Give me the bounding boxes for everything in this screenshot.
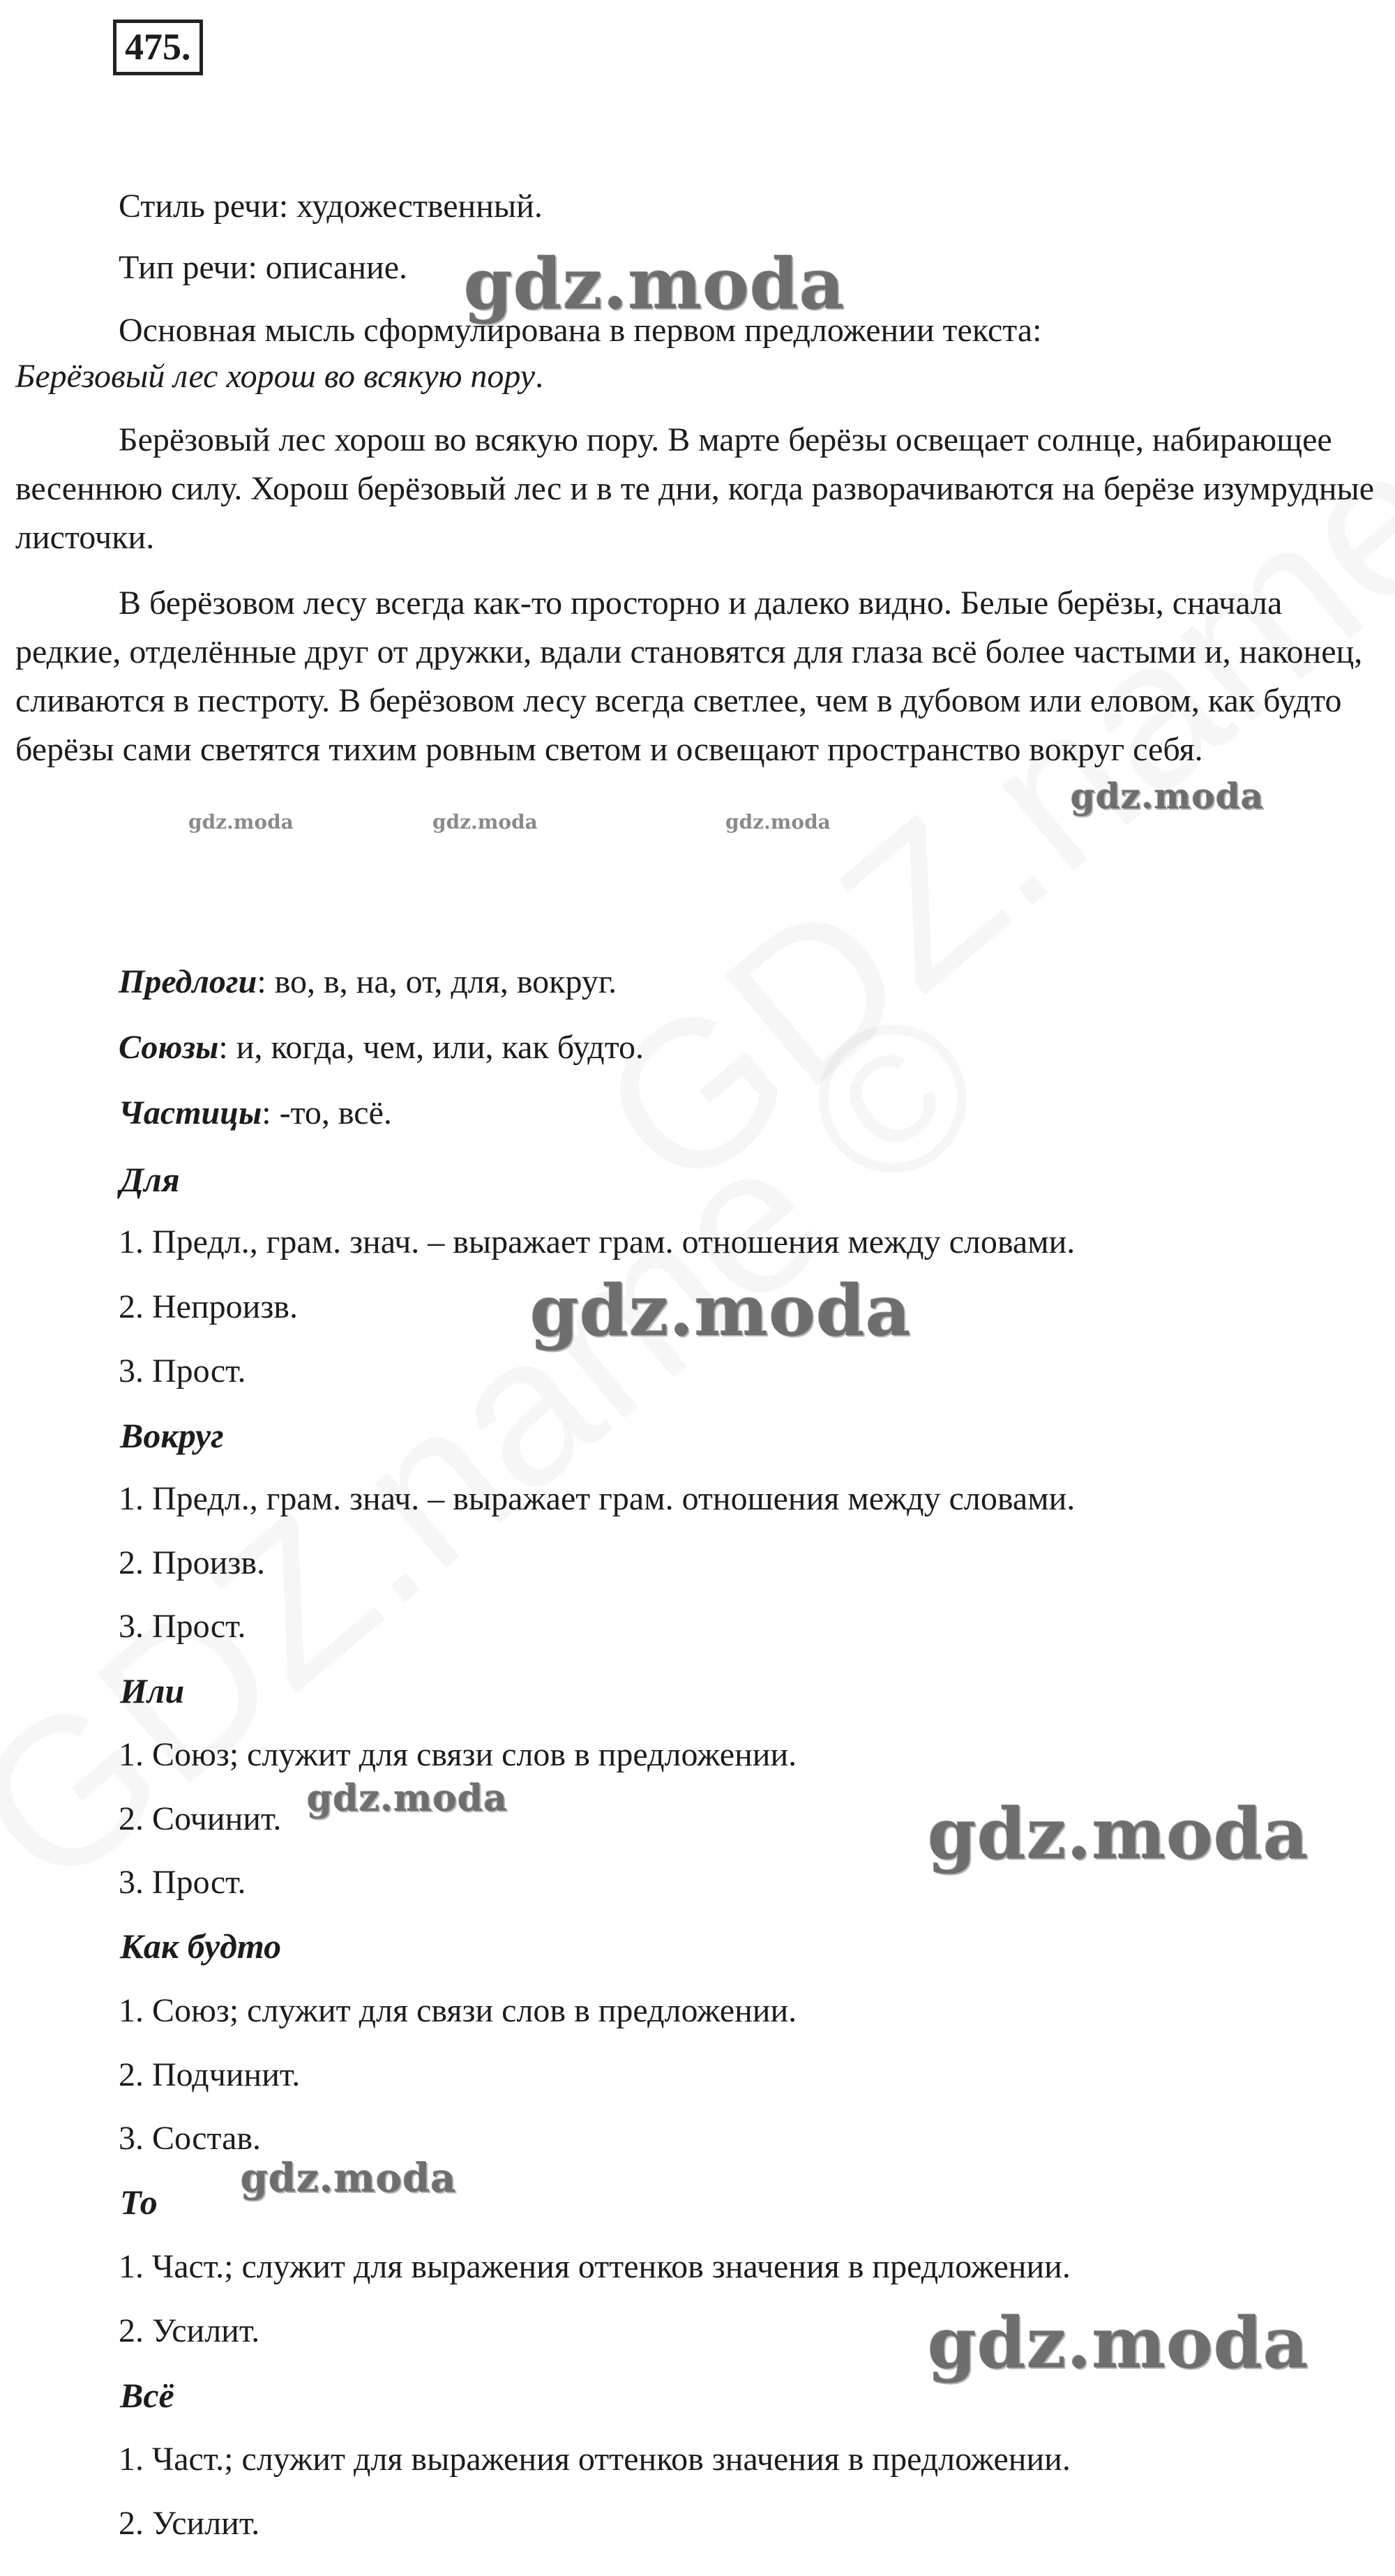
speech-type: Тип речи: описание. (119, 249, 408, 286)
analysis-line: 2. Произв. (119, 1544, 265, 1581)
analysis-line: 3. Прост. (119, 1608, 246, 1645)
conjunctions-line (119, 1031, 644, 1064)
analysis-line: 2. Подчинит. (119, 2056, 301, 2093)
particles-value: : -то, всё. (262, 1094, 392, 1131)
watermark-logo: gdz.moda (928, 2302, 1309, 2384)
watermark-logo: gdz.moda (464, 243, 845, 325)
prepositions-label: Предлоги (119, 963, 257, 1000)
watermark-logo: gdz.moda (530, 1270, 912, 1352)
analysis-line: 3. Состав. (119, 2120, 262, 2157)
main-idea-end: . (535, 358, 544, 395)
analysis-heading-vse: Всё (120, 2376, 174, 2415)
analysis-heading-dlya: Для (120, 1160, 180, 1199)
speech-style: Стиль речи: художественный. (119, 188, 543, 225)
watermark-logo-small: gdz.moda (188, 811, 294, 834)
analysis-line: 2. Усилит. (119, 2505, 260, 2542)
analysis-heading-to: То (120, 2183, 158, 2222)
analysis-line: 1. Союз; служит для связи слов в предложении. (119, 1736, 797, 1773)
analysis-line: 1. Предл., грам. знач. – выражает грам. отношения между словами. (119, 1480, 1076, 1517)
particles-line (119, 1094, 392, 1131)
prepositions-line (119, 965, 617, 999)
analysis-line: 3. Прост. (119, 1353, 246, 1389)
main-idea-intro: Основная мысль сформулирована в первом предложении текста: (119, 312, 1042, 349)
watermark-logo: gdz.moda (928, 1793, 1309, 1875)
analysis-line: 3. Прост. (119, 1864, 246, 1901)
watermark-logo: gdz.moda (241, 2155, 457, 2201)
analysis-line: 2. Усилит. (119, 2312, 260, 2349)
analysis-line: 1. Част.; служит для выражения оттенков значения в предложении. (119, 2441, 1071, 2478)
main-idea-quote-line (15, 360, 543, 393)
particles-label: Частицы (119, 1094, 262, 1131)
conjunctions-label: Союзы (119, 1029, 219, 1066)
text-paragraph-1 (15, 416, 1382, 562)
task-number: 475. (113, 20, 203, 75)
watermark-logo-small: gdz.moda (725, 811, 831, 834)
main-idea-quote: Берёзовый лес хорош во всякую пору (15, 358, 536, 395)
text-paragraph-2 (15, 579, 1382, 774)
analysis-line: 1. Союз; служит для связи слов в предложении. (119, 1992, 797, 2029)
analysis-line: 1. Предл., грам. знач. – выражает грам. отношения между словами. (119, 1223, 1076, 1260)
watermark-logo-small: gdz.moda (432, 811, 538, 834)
text-paragraph-2-content: В берёзовом лесу всегда как-то просторно и далеко видно. Белые берёзы, сначала редкие, отделённые друг от дружки, вдали становятся для глаза всё более частыми и, наконец, сливаются в пестроту. В берёзовом лесу всегда светлее, чем в дубовом или еловом, как будто берёзы сами светятся тихим ровным светом и освещают пространство вокруг себя. (15, 585, 1363, 768)
analysis-heading-kak-budto: Как будто (120, 1927, 282, 1966)
watermark-logo: gdz.moda (1071, 776, 1265, 817)
analysis-heading-ili: Или (120, 1671, 185, 1710)
watermark-logo: gdz.moda (307, 1777, 508, 1820)
analysis-line: 2. Непроизв. (119, 1288, 298, 1325)
conjunctions-value: : и, когда, чем, или, как будто. (218, 1029, 644, 1066)
prepositions-value: : во, в, на, от, для, вокруг. (257, 963, 617, 1000)
analysis-line: 1. Част.; служит для выражения оттенков значения в предложении. (119, 2248, 1071, 2285)
text-paragraph-1-content: Берёзовый лес хорош во всякую пору. В марте берёзы освещает солнце, набирающее весеннюю силу. Хорош берёзовый лес и в те дни, когда разворачиваются на берёзе изумрудные листочки. (15, 421, 1375, 556)
analysis-line: 2. Сочинит. (119, 1800, 282, 1837)
analysis-heading-vokrug: Вокруг (120, 1416, 224, 1455)
